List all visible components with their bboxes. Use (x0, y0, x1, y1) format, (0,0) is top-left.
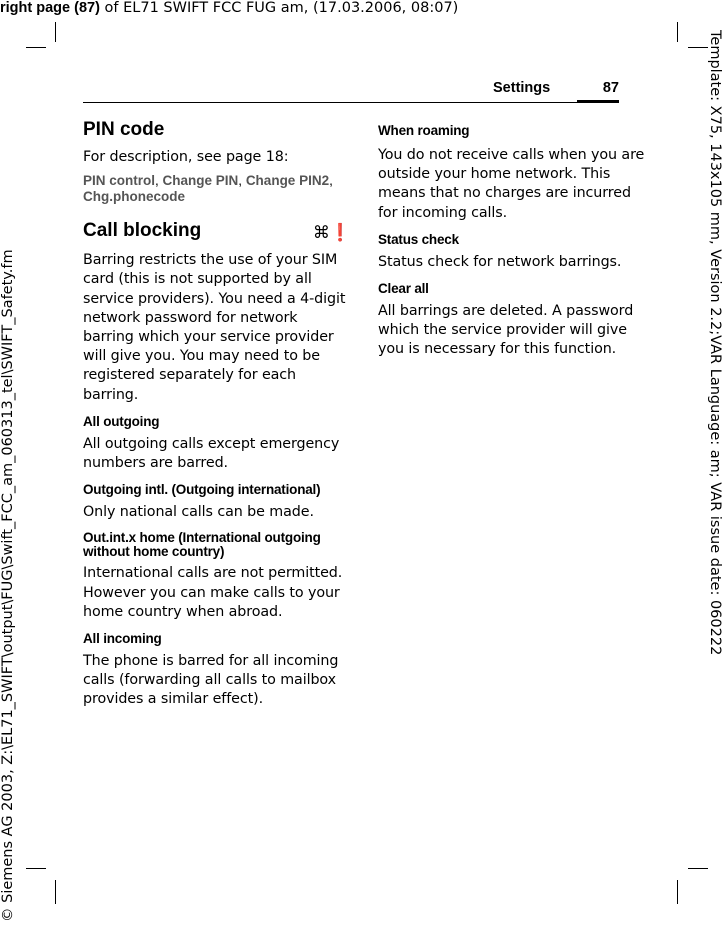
page-header-title: Settings (493, 80, 551, 96)
option-description: All barrings are deleted. A password which the service provider will give you is necessary for this function. (378, 303, 634, 358)
pin-code-description: For description, see page 18: (83, 149, 289, 165)
option-title: When roaming (378, 123, 470, 138)
crop-mark (688, 868, 708, 869)
crop-mark (677, 880, 678, 904)
option-title: All outgoing (83, 413, 160, 429)
menu-path-item: Chg.phonecode (83, 189, 185, 205)
option-description: International calls are not permitted. However you can make calls to your home country when abroad. (83, 565, 343, 620)
option-title: Status check (378, 231, 459, 247)
option-description: Only national calls can be made. (83, 504, 314, 521)
network-service-icon: ⌘❗ (312, 223, 351, 244)
copyright-path: © Siemens AG 2003, Z:\EL71_SWIFT\output\FUG\Swift_FCC_am_060313_tel\SWIFT_Safety.fm (0, 249, 16, 922)
crop-mark (677, 22, 678, 42)
crop-mark (26, 868, 46, 869)
option-title: Clear all (378, 281, 429, 297)
option-description: The phone is barred for all incoming calls (forwarding all calls to mailbox provides a similar effect). (83, 653, 339, 708)
menu-path-separator: , (155, 173, 163, 189)
menu-path-separator: , (329, 173, 333, 189)
header-rule-accent (577, 100, 619, 103)
call-blocking-heading: Call blocking (83, 220, 202, 242)
call-blocking-description: Barring restricts the use of your SIM card (this is not supported by all service providers). You need a 4-digit network password for network barring which your service provider will give you. You may need to be registered separately for each barring. (83, 252, 346, 403)
crop-mark (26, 47, 46, 48)
pin-code-heading: PIN code (83, 119, 165, 140)
call-blocking-heading-row (83, 219, 351, 243)
menu-path-item: PIN control (83, 173, 156, 189)
menu-path-item: Change PIN (162, 173, 239, 189)
right-column (378, 123, 646, 360)
template-info: Template: X75, 143x105 mm, Version 2.2;VAR Language: am; VAR issue date: 060222 (707, 30, 723, 656)
print-info-bold: right page (87) (0, 0, 100, 16)
option-description: Status check for network barrings. (378, 253, 622, 270)
option-description: All outgoing calls except emergency numbers are barred. (83, 435, 340, 472)
print-info-rest: of EL71 SWIFT FCC FUG am, (17.03.2006, 08:07) (99, 0, 459, 16)
crop-mark (55, 880, 56, 904)
option-title: Out.int.x home (International outgoing without home country) (83, 530, 321, 560)
left-column (83, 118, 351, 710)
menu-path-separator: , (238, 173, 246, 189)
option-description: You do not receive calls when you are outside your home network. This means that no charges are incurred for incoming calls. (378, 147, 645, 221)
menu-path-item: Change PIN2 (245, 173, 330, 189)
page-number: 87 (602, 80, 619, 96)
print-info-line (0, 0, 458, 16)
option-title: All incoming (83, 631, 162, 647)
pin-menu-path (83, 173, 351, 205)
header-rule (83, 102, 619, 103)
option-title: Outgoing intl. (Outgoing international) (83, 482, 321, 498)
crop-mark (55, 22, 56, 42)
crop-mark (688, 47, 708, 48)
